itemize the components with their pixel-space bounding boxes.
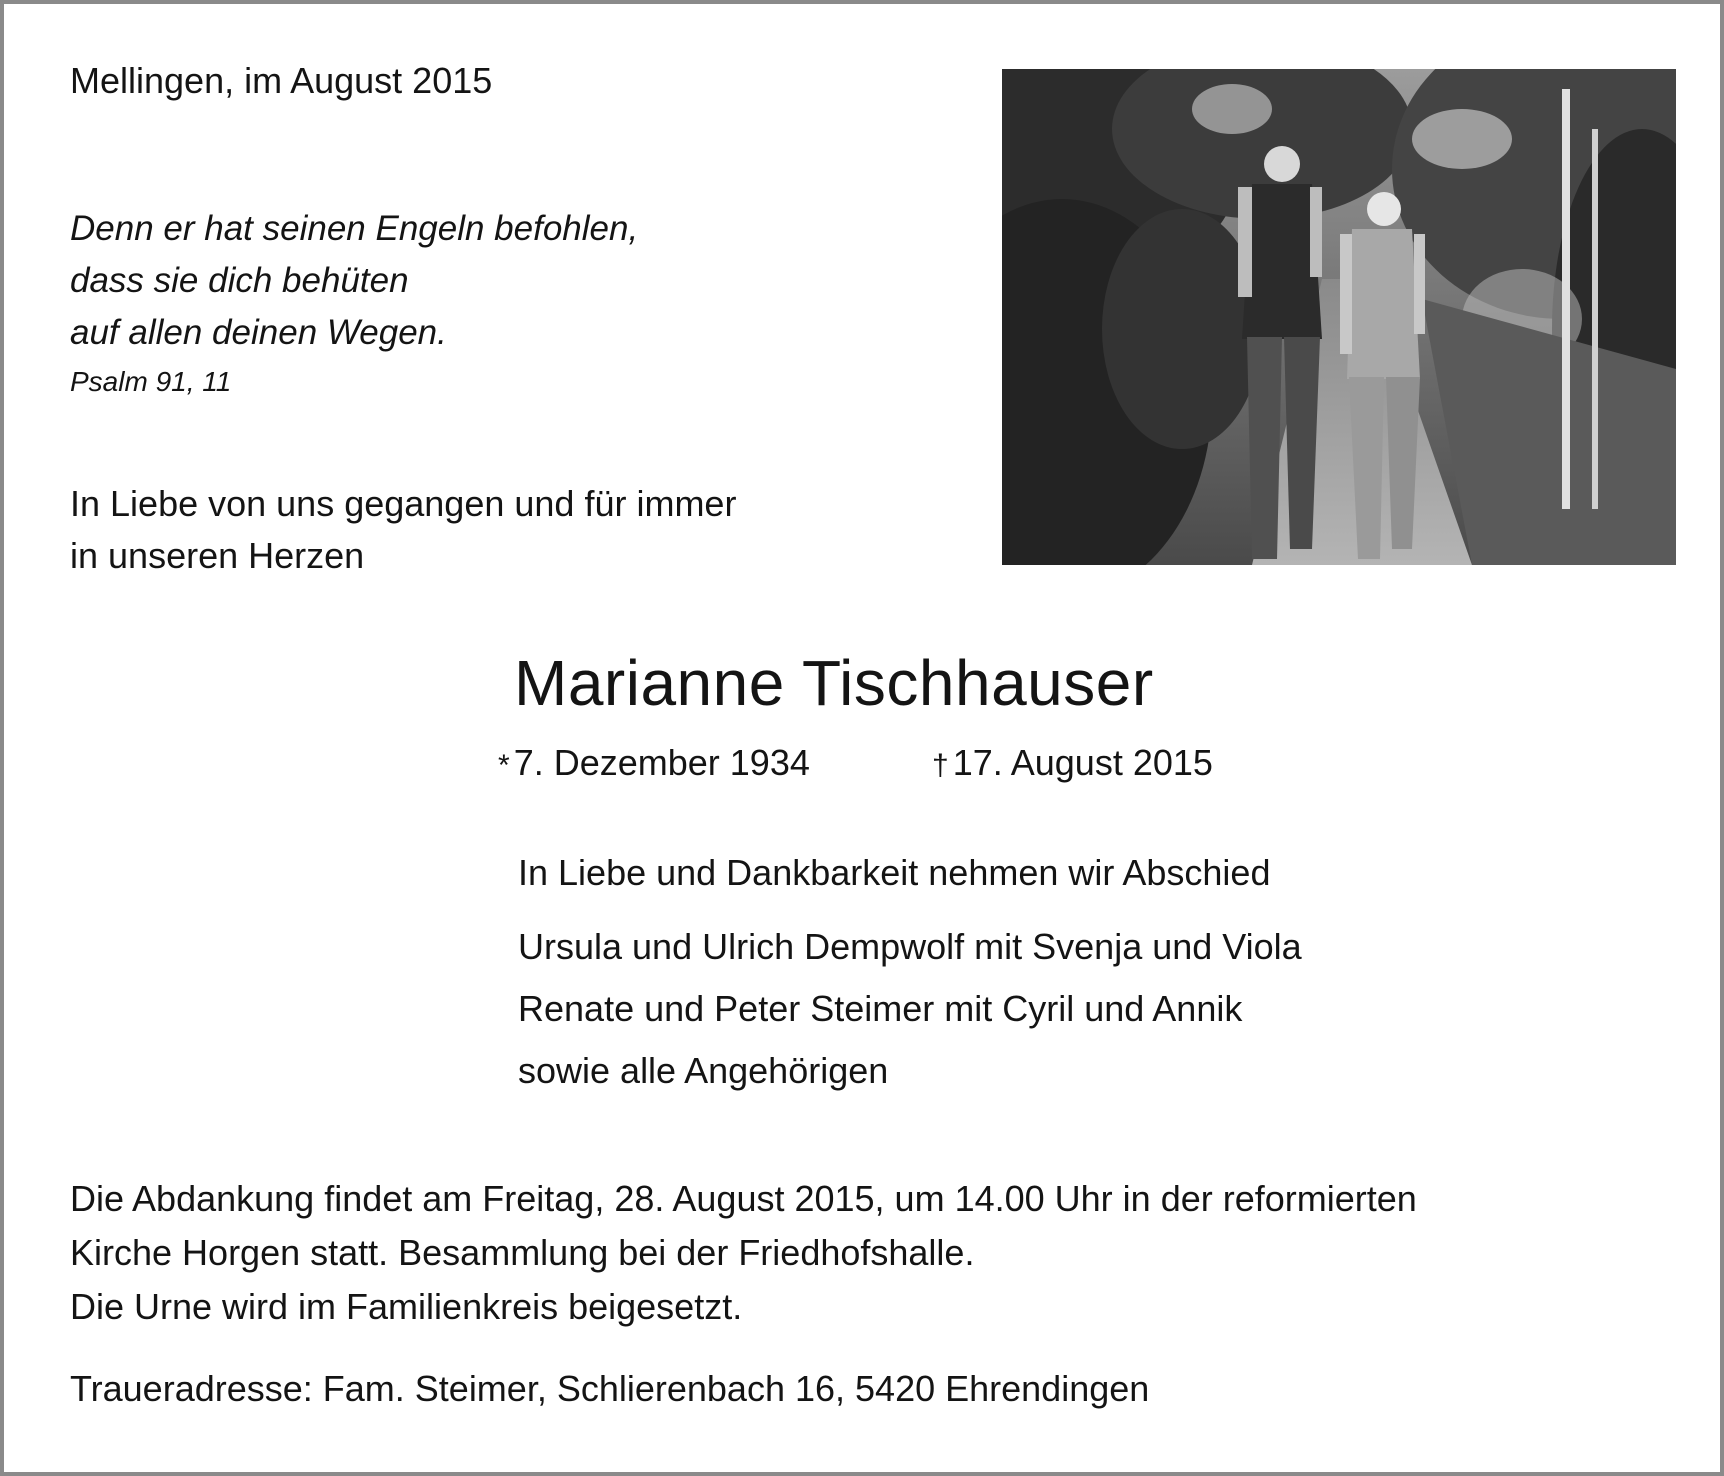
deceased-name (4, 646, 1724, 720)
service-info (70, 1172, 1417, 1334)
mourners-block (518, 852, 1302, 1102)
place-date: Mellingen, im August 2015 (70, 60, 493, 101)
verse-reference: Psalm 91, 11 (70, 366, 232, 397)
mourner-line: Ursula und Ulrich Dempwolf mit Svenja und Viola (518, 926, 1302, 967)
birth-date (498, 742, 810, 784)
deceased-name-text: Marianne Tischhauser (514, 647, 1154, 719)
couple-walking-photo-icon (1002, 69, 1676, 565)
mourner-line: sowie alle Angehörigen (518, 1050, 889, 1091)
verse-line: dass sie dich behüten (70, 261, 409, 300)
death-date (932, 742, 1213, 784)
mourner-line: Renate und Peter Steimer mit Cyril und Annik (518, 988, 1243, 1029)
death-date-text: 17. August 2015 (952, 742, 1213, 783)
memorial-photo (1002, 69, 1676, 565)
birth-symbol: * (498, 749, 510, 782)
verse-line: auf allen deinen Wegen. (70, 313, 447, 352)
intro-text (70, 478, 736, 582)
mourning-address: Traueradresse: Fam. Steimer, Schlierenbach 16, 5420 Ehrendingen (70, 1368, 1150, 1409)
birth-date-text: 7. Dezember 1934 (513, 742, 810, 783)
service-line: Die Urne wird im Familienkreis beigesetzt. (70, 1286, 743, 1327)
death-symbol: † (932, 749, 949, 782)
mourners-heading: In Liebe und Dankbarkeit nehmen wir Abschied (518, 852, 1271, 893)
verse-line: Denn er hat seinen Engeln befohlen, (70, 209, 639, 248)
service-line: Kirche Horgen statt. Besammlung bei der Friedhofshalle. (70, 1232, 975, 1273)
service-line: Die Abdankung findet am Freitag, 28. August 2015, um 14.00 Uhr in der reformierten (70, 1178, 1417, 1219)
intro-line: in unseren Herzen (70, 535, 365, 576)
intro-line: In Liebe von uns gegangen und für immer (70, 483, 737, 524)
bible-verse (70, 203, 638, 359)
